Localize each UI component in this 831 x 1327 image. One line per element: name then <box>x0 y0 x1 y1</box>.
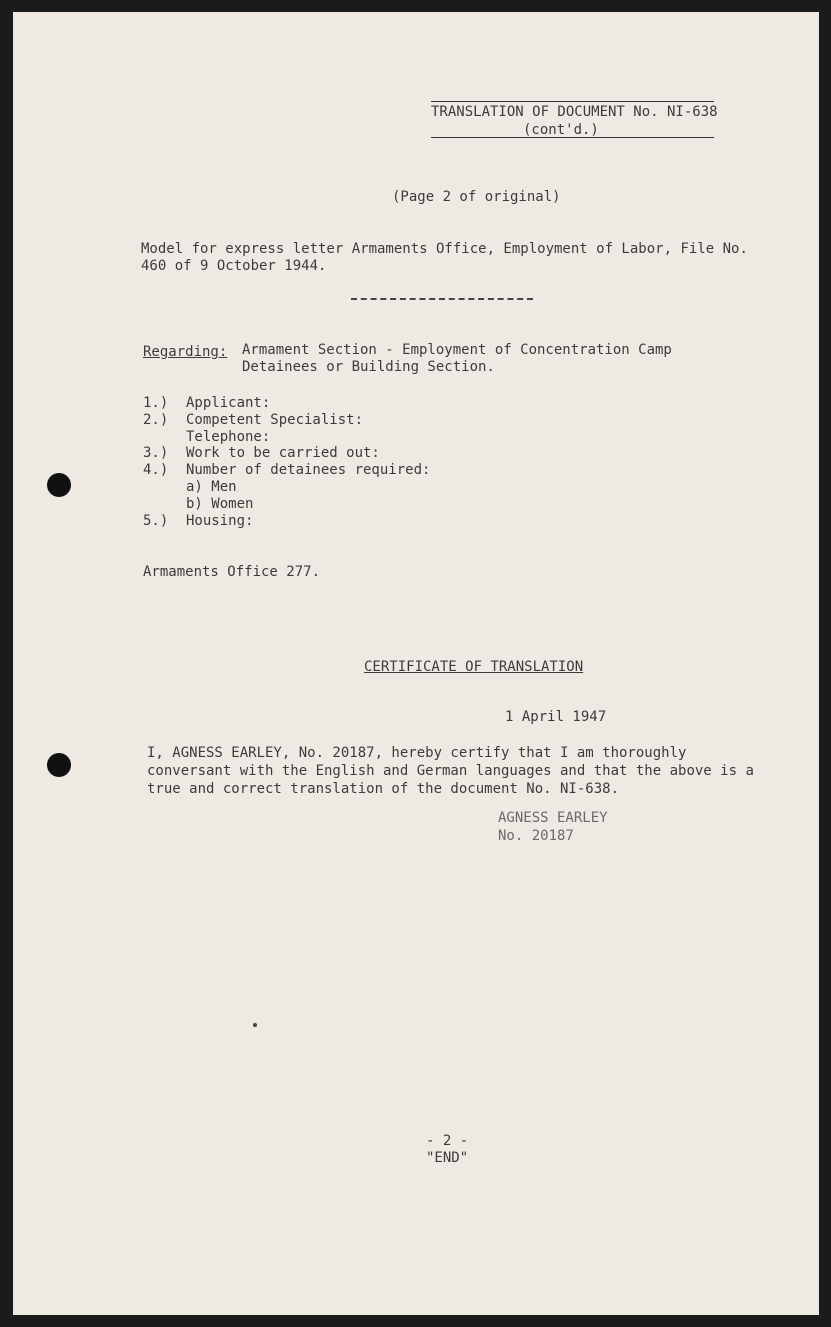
list-item-text: Housing: <box>186 513 254 529</box>
regarding-line-2: Detainees or Building Section. <box>242 359 495 375</box>
header-title: TRANSLATION OF DOCUMENT No. NI-638 <box>431 104 718 120</box>
list-item-number: 3.) <box>143 445 169 461</box>
certificate-body-line-3: true and correct translation of the document No. NI-638. <box>147 781 620 797</box>
list-item-number: 2.) <box>143 412 169 428</box>
regarding-line-1: Armament Section - Employment of Concentration Camp <box>242 342 672 358</box>
list-item-number: 5.) <box>143 513 169 529</box>
certificate-title: CERTIFICATE OF TRANSLATION <box>364 659 584 675</box>
certificate-body-line-2: conversant with the English and German languages and that the above is a <box>147 763 754 779</box>
header-top-rule <box>431 101 714 102</box>
list-item-text: a) Men <box>186 479 237 495</box>
punch-hole-top <box>47 473 71 497</box>
header-subtitle: (cont'd.) <box>523 122 599 138</box>
page-of-original: (Page 2 of original) <box>392 189 561 205</box>
list-item-text: b) Women <box>186 496 254 512</box>
ink-speck <box>253 1023 257 1027</box>
certificate-body-line-1: I, AGNESS EARLEY, No. 20187, hereby certify that I am thoroughly <box>147 745 687 761</box>
punch-hole-bottom <box>47 753 71 777</box>
regarding-label: Regarding: <box>143 344 228 360</box>
header-bottom-rule <box>431 137 714 138</box>
list-item-text: Number of detainees required: <box>186 462 431 478</box>
office-reference: Armaments Office 277. <box>143 564 321 580</box>
list-item-text: Work to be carried out: <box>186 445 380 461</box>
section-divider <box>351 298 533 300</box>
intro-line-2: 460 of 9 October 1944. <box>141 258 327 274</box>
list-item-number: 1.) <box>143 395 169 411</box>
list-item-text: Competent Specialist: <box>186 412 364 428</box>
signature-name: AGNESS EARLEY <box>498 810 608 826</box>
list-item-text: Applicant: <box>186 395 271 411</box>
end-mark: "END" <box>426 1150 469 1166</box>
signature-number: No. 20187 <box>498 828 574 844</box>
list-item-number: 4.) <box>143 462 169 478</box>
intro-line-1: Model for express letter Armaments Office, Employment of Labor, File No. <box>141 241 748 257</box>
page-number: - 2 - <box>426 1133 469 1149</box>
list-item-text: Telephone: <box>186 429 271 445</box>
document-page <box>13 12 819 1315</box>
certificate-date: 1 April 1947 <box>505 709 607 725</box>
